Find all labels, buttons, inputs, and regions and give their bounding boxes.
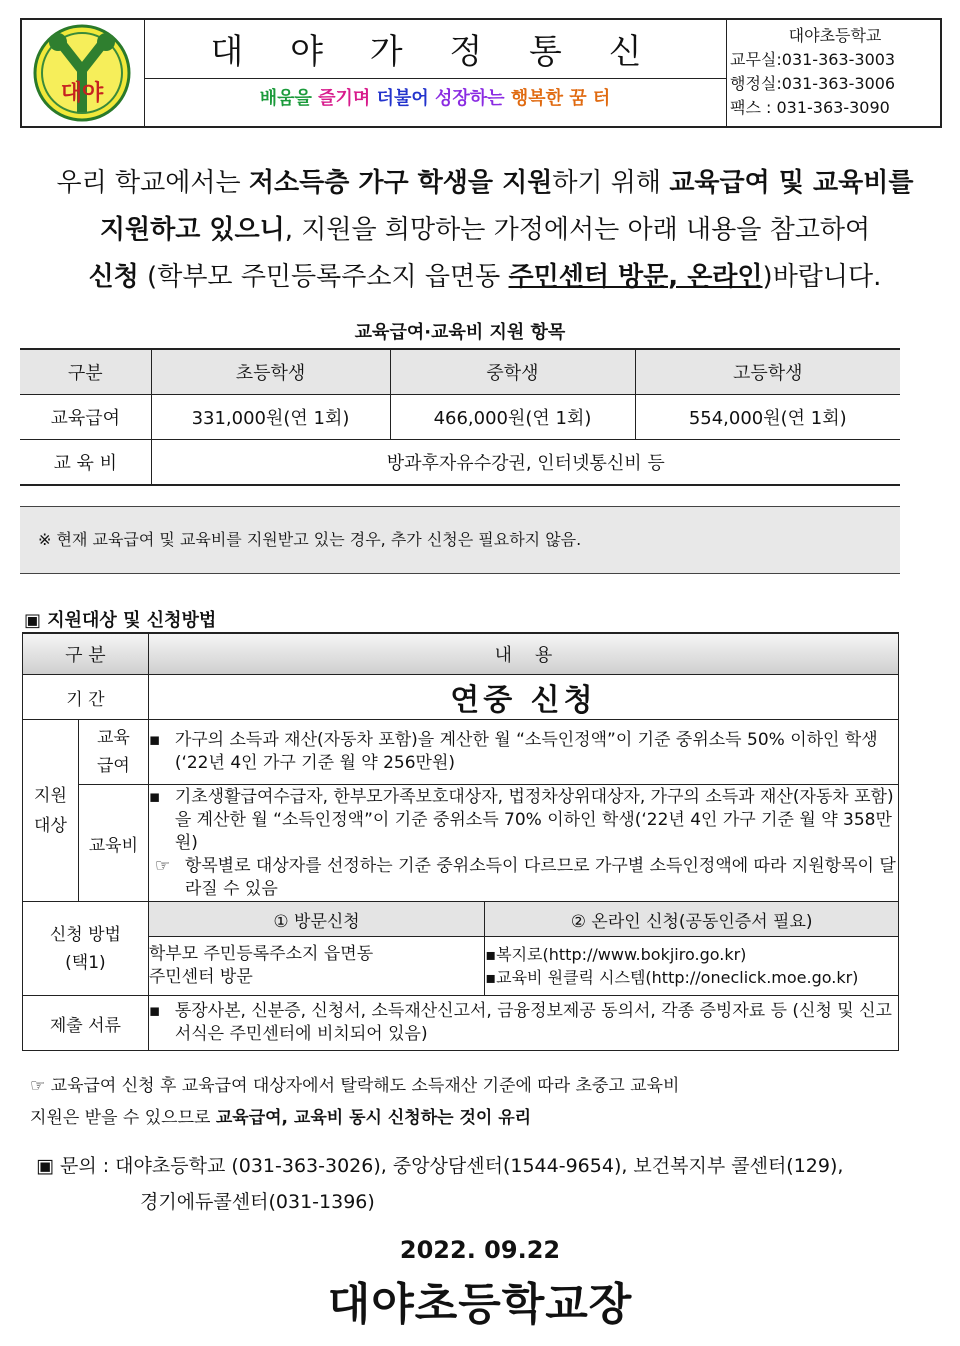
newsletter-title: 대 야 가 정 통 신: [144, 26, 726, 79]
row-label: 교육급여: [20, 395, 151, 440]
online-link[interactable]: 교육비 원클릭 시스템(http://oneclick.moe.go.kr): [496, 968, 859, 987]
principal-signature: 대야초등학교장: [327, 1279, 633, 1330]
school-name: 대야초등학교: [788, 26, 882, 45]
table-row: [20, 395, 900, 440]
target-row: [23, 785, 899, 902]
intro-bold: 교육급여 및 교육비를: [669, 168, 914, 198]
contact-line: 경기에듀콜센터(031-1396): [140, 1191, 375, 1213]
online-method: [485, 937, 899, 996]
contact-line: 교무실:031-363-3003: [730, 50, 896, 69]
table-cell: 554,000원(연 1회): [635, 395, 900, 440]
header-cell: 구분: [20, 349, 151, 395]
criteria-text: 가구의 소득과 재산(자동차 포함)을 계산한 월 “소득인정액”이 기준 중위소득 50% 이하인 학생(‘22년 4인 가구 기준 월 약 256만원): [174, 730, 878, 773]
table-row: [20, 440, 900, 486]
intro-text: )바랍니다.: [762, 262, 882, 292]
row-label: 기 간: [23, 675, 149, 720]
motto-part: 더불어: [376, 88, 435, 109]
intro-text: 하기 위해: [552, 168, 670, 198]
tip-bold: 교육급여, 교육비 동시 신청하는 것이 유리: [215, 1108, 532, 1128]
method-row: [23, 937, 899, 996]
sub-label: 교육비: [78, 785, 148, 902]
motto-part: 배움을: [259, 88, 319, 109]
edu-cost-criteria: ▪ 기초생활급여수급자, 한부모가족보호대상자, 법정차상위대상자, 가구의 소득과 재산(자동차 포함)을 계산한 월 “소득인정액”이 기준 중위소득 70% 이하인 학생(‘22년 4인 가구 기준 월 약 358만원) ☞ 항목별로 대상자를 선정하는 기준 중위소득이 다르므로 가구별 소득인정액에 따라 지원항목이 달라질 수 있음: [148, 785, 898, 902]
target-row: [23, 720, 899, 785]
table1-caption: 교육급여·교육비 지원 항목: [354, 322, 566, 343]
row-label: 제출 서류: [23, 996, 149, 1051]
table-header-row: [20, 349, 900, 395]
intro-text: (학부모 주민등록주소지 읍면동: [138, 262, 509, 292]
table-header-row: [23, 633, 899, 675]
title-cell: [144, 20, 727, 126]
school-logo: [22, 20, 142, 126]
eligibility-table: [22, 632, 899, 1051]
online-link[interactable]: 복지로(http://www.bokjiro.go.kr): [496, 945, 747, 964]
contact-line: 팩스 : 031-363-3090: [730, 98, 890, 117]
intro-paragraph: [40, 160, 930, 301]
motto-part: 행복한 꿈 터: [510, 88, 611, 109]
intro-underline: 주민센터 방문, 온라인: [508, 262, 763, 292]
contact-line: 행정실:031-363-3006: [730, 74, 896, 93]
bullet: ▪: [485, 968, 497, 987]
edu-benefit-criteria: ▪ 가구의 소득과 재산(자동차 포함)을 계산한 월 “소득인정액”이 기준 중위소득 50% 이하인 학생(‘22년 4인 가구 기준 월 약 256만원): [148, 720, 898, 785]
docs-text: 통장사본, 신분증, 신청서, 소득재산신고서, 금융정보제공 동의서, 각종 증빙자료 등 (신청 및 신고 서식은 주민센터에 비치되어 있음): [174, 1001, 892, 1044]
header-cell: 고등학생: [635, 349, 900, 395]
sub-label: 교육 급여: [78, 720, 148, 785]
method-head: ② 온라인 신청(공동인증서 필요): [485, 902, 899, 937]
intro-bold: 저소득층 가구 학생을 지원: [248, 168, 553, 198]
intro-text: 우리 학교에서는: [56, 168, 249, 198]
tip-text: 지원은 받을 수 있으므로: [30, 1108, 216, 1128]
criteria-note: 항목별로 대상자를 선정하는 기준 중위소득이 다르므로 가구별 소득인정액에 따라 지원항목이 달라질 수 있음: [184, 855, 896, 899]
row-label: 신청 방법 (택1): [23, 902, 149, 996]
section-title: ▣ 지원대상 및 신청방법: [24, 610, 217, 631]
visit-method: 학부모 주민등록주소지 읍면동 주민센터 방문: [148, 937, 484, 996]
newsletter-header: [20, 18, 942, 128]
table-cell: 466,000원(연 1회): [390, 395, 635, 440]
support-items-table: [20, 348, 900, 486]
header-cell: 중학생: [390, 349, 635, 395]
row-label: 교 육 비: [20, 440, 151, 486]
intro-text: , 지원을 희망하는 가정에서는 아래 내용을 참고하여: [284, 215, 871, 245]
bullet: ▪: [485, 945, 497, 964]
contact-line: ▣ 문의 : 대야초등학교 (031-363-3026), 중앙상담센터(1544-9654), 보건복지부 콜센터(129),: [36, 1155, 844, 1177]
school-contact-cell: [730, 24, 940, 120]
tip-note: [30, 1070, 910, 1134]
method-head: ① 방문신청: [148, 902, 484, 937]
docs-row: [23, 996, 899, 1051]
required-docs: ▪ 통장사본, 신분증, 신청서, 소득재산신고서, 금융정보제공 동의서, 각종 증빙자료 등 (신청 및 신고 서식은 주민센터에 비치되어 있음): [148, 996, 898, 1051]
period-row: [23, 675, 899, 720]
row-label: 지원 대상: [23, 720, 79, 902]
header-cell: 초등학생: [151, 349, 390, 395]
notice-box: ※ 현재 교육급여 및 교육비를 지원받고 있는 경우, 추가 신청은 필요하지 않음.: [20, 506, 900, 574]
method-head-row: [23, 902, 899, 937]
school-motto: [144, 84, 726, 110]
motto-part: 즐기며: [318, 88, 377, 109]
tip-text: ☞ 교육급여 신청 후 교육급여 대상자에서 탈락해도 소득재산 기준에 따라 초중고 교육비: [30, 1076, 680, 1096]
issue-date: 2022. 09.22: [399, 1236, 561, 1264]
period-value: 연중 신청: [148, 675, 898, 720]
logo-cell: [22, 20, 145, 126]
table-cell: 방과후자유수강권, 인터넷통신비 등: [151, 440, 900, 486]
motto-part: 성장하는: [435, 88, 511, 109]
header-cell: 내 용: [148, 633, 898, 675]
inquiry-contacts: [36, 1148, 936, 1220]
header-cell: 구 분: [23, 633, 149, 675]
logo-text: 대야: [60, 81, 104, 106]
criteria-text: 기초생활급여수급자, 한부모가족보호대상자, 법정차상위대상자, 가구의 소득과 재산(자동차 포함)을 계산한 월 “소득인정액”이 기준 중위소득 70% 이하인 학생(‘22년 4인 가구 기준 월 약 358만원): [174, 786, 894, 853]
intro-bold: 지원하고 있으니: [99, 215, 285, 245]
table-cell: 331,000원(연 1회): [151, 395, 390, 440]
intro-bold: 신청: [88, 262, 139, 292]
